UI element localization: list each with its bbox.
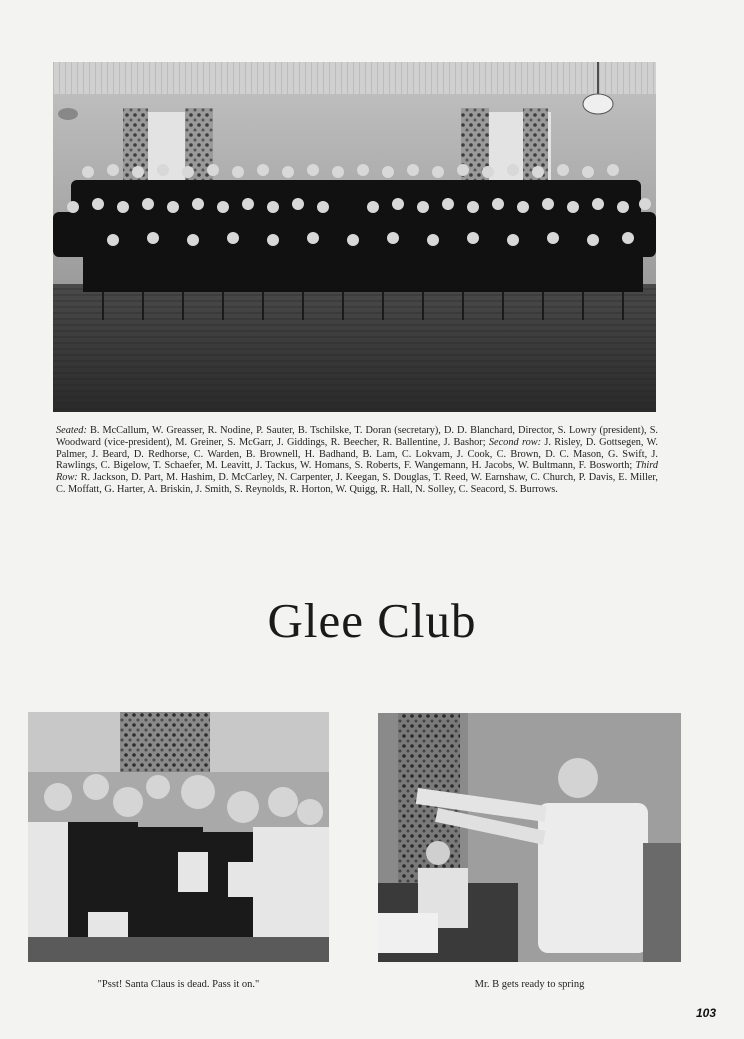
seated-names: B. McCallum, W. Greasser, R. Nodine, P. Sauter, B. Tschilske, T. Doran (secretary), D. D. Blanchard, Director, S. Lowry (president), S. Woodward (vice-president), M. Greiner, S. McGarr, J. Giddings, R. Beecher, R. Ballentine, J. Bashor; (56, 425, 658, 448)
second-row-label: Second row: (488, 436, 542, 448)
second-row-names: J. Risley, D. Gottsegen, W. Palmer, J. Beard, D. Redhorse, C. Warden, B. Brownell, H. Badhand, B. Lam, C. Lokvam, J. Cook, C. Brown, D. C. Mason, G. Swift, J. Rawlings, C. Bigelow, T. Schaefer, M. Leavitt, J. Tackus, W. Homans, S. Roberts, F. Wangemann, H. Jacobs, W. Bultmann, F. Bosworth; (56, 436, 658, 472)
group-photo (53, 62, 656, 412)
third-row-label: Third Row: (56, 460, 658, 483)
page-title: Glee Club (267, 593, 477, 648)
director-photo (378, 713, 681, 962)
seated-label: Seated: (56, 425, 87, 436)
singers-photo (28, 712, 329, 962)
singers-photo-caption: "Psst! Santa Claus is dead. Pass it on." (97, 979, 260, 990)
group-photo-caption (56, 425, 658, 496)
director-photo-caption: Mr. B gets ready to spring (474, 979, 585, 990)
third-row-names: R. Jackson, D. Part, M. Hashim, D. McCarley, N. Carpenter, J. Keegan, S. Douglas, T. Reed, W. Earnshaw, C. Church, P. Davis, E. Miller, C. Moffatt, G. Harter, A. Briskin, J. Smith, S. Reynolds, R. Horton, W. Quigg, R. Hall, N. Solley, C. Seacord, S. Burrows. (56, 472, 658, 495)
page-number: 103 (695, 1006, 716, 1020)
